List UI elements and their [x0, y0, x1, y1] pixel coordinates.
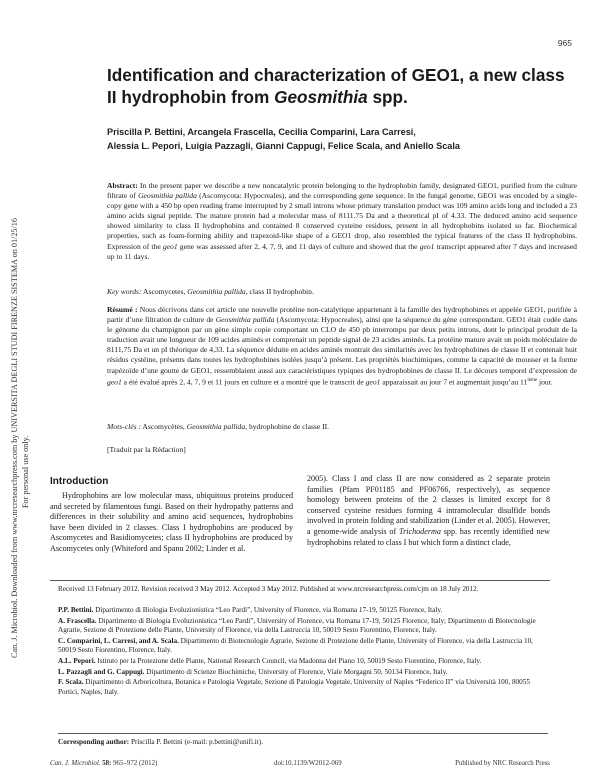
affiliation-address: Dipartimento di Biologia Evoluzionistica “Leo Pardi”, University of Florence, via Romana 17-19, 50125 Florence, Italy. — [93, 606, 443, 614]
author-line-2: Alessia L. Pepori, Luigia Pazzagli, Gianni Cappugi, Felice Scala, and Aniello Scala — [107, 141, 460, 151]
affiliation-address: Dipartimento di Arboricoltura, Botanica e Patologia Vegetale, Sezione di Patologia Vegetale, University of Naples “Federico II” via Università 100, 80055 Portici, Naples, Italy. — [58, 678, 530, 696]
translation-note: [Traduit par la Rédaction] — [107, 445, 186, 454]
affiliation-entry — [58, 606, 548, 616]
abstract: Abstract: In the present paper we describe a new noncatalytic protein belonging to the hydrophobin family, designated GEO1, purified from the culture filtrate of Geosmithia pallida (Ascomycota: Hypocreales), and the corresponding gene sequence. In the fungal genome, GEO1 was encoded by a single-copy gene with a 450 bp open reading frame interrupted by 2 small introns whose primary translation product was 109 amino acids long and included a 23 amino acids signal peptide. The mature protein had a molecular mass of 8111.75 Da and a theoretical pI of 4.33. The deduced amino acid sequence showed similarity to class II hydrophobins and contained 8 conserved cysteine residues, present in all hydrophobins isolated so far. Biochemical properties, such as foam-forming ability and trapezoid-like shape of a GEO1 drop, also resembled the typical features of the class II hydrophobins. Expression of the geo1 gene was assessed after 2, 4, 7, 9, and 11 days of culture and showed that the geo1 transcript appeared after 7 days and increased up to 11 days. — [107, 181, 577, 261]
publisher-note: Published by NRC Research Press — [455, 760, 550, 767]
mots-cles-label: Mots-clés : — [107, 422, 141, 431]
affiliation-entry — [58, 637, 548, 656]
affiliation-names: F. Scala. — [58, 678, 84, 687]
affiliation-entry — [58, 657, 548, 667]
download-notice-line2: For personal use only. — [21, 435, 30, 508]
affiliation-address: Dipartimento di Biologia Evoluzionistica “Leo Pardi”, University of Florence, via Romana 17-19, 50125 Florence, Italy; Dipartimento di Biotecnologie Agrarie, Sezione di Protezione delle Piante, University of Florence, via della Lastruccia 10, 50019 Sesto Fiorentino, Florence, Italy. — [58, 616, 536, 635]
affiliation-entry — [58, 617, 548, 636]
received-dates: Received 13 February 2012. Revision received 3 May 2012. Accepted 3 May 2012. Published at www.nrcresearchpress.com/cjm on 18 July 2012. — [58, 585, 479, 593]
footnote-divider — [50, 580, 550, 581]
affiliation-names: L. Pazzagli and G. Cappugi. — [58, 667, 145, 676]
affiliation-address: Dipartimento di Biotecnologie Agrarie, Sezione di Protezione delle Piante, University of Florence, via della Lastruccia 10, 50019 Sesto Fiorentino, Florence, Italy. — [58, 636, 533, 655]
author-list — [107, 125, 577, 153]
keywords: Key words: Ascomycetes, Geosmithia pallida, class II hydrophobin. — [107, 287, 314, 296]
download-notice — [9, 218, 31, 658]
introduction-heading: Introduction — [50, 476, 109, 487]
doi: doi:10.1139/W2012-069 — [274, 760, 342, 767]
affiliation-address: Istituto per la Protezione delle Piante, National Research Council, via Madonna del Piano 10, 50019 Sesto Fiorentino, Florence, Italy. — [95, 657, 482, 666]
resume-abstract: Résumé : Nous décrivons dans cet article une nouvelle protéine non-catalytique appartenant à la famille des hydrophobines et appelée GEO1, purifiée à partir d’une filtration de culture de Geosmithia pallida (Ascomycota: Hypocreales), ainsi que la séquence du gène correspondant. GEO1 était codée dans le génome du champignon par un gène simple copie comportant un CLO de 450 pb interrompu par deux petits introns, dont le principal produit de la traduction avait une longueur de 109 acides aminés et comprenait un peptide signal de 23 acides aminés. La protéine mature avait un poids moléculaire de 8111,75 Da et un pI théorique de 4,33. La séquence déduite en acides aminés montrait des similarités avec les hydrophobines de classe II et contenait huit résidus cystéine, présents dans toutes les hydrophobines isolées jusqu’à présent. Les propriétés biochimiques, comme la capacité de mousser et la forme trapézoïde d’une goutte de GEO1, ressemblaient aussi aux caractéristiques typiques des hydrophobines de classe II. Le décours temporel d’expression de geo1 a été évalué après 2, 4, 7, 9 et 11 jours en culture et a montré que le transcrit de geo1 apparaissait au jour 7 et augmentait jusqu’au 11ième jour. — [107, 305, 577, 387]
affiliation-names: A. Frascella. — [58, 616, 97, 625]
download-notice-line1: Can. J. Microbiol. Downloaded from www.nrcresearchpress.com by UNIVERSITA DEGLI STUDI FIRENZE SISTEMA on 01/25/16 — [10, 218, 19, 658]
affiliation-entry — [58, 678, 548, 697]
abstract-label: Abstract: — [107, 181, 138, 190]
article-title: Identification and characterization of GEO1, a new class II hydrophobin from Geosmithia spp. — [107, 65, 565, 107]
affiliation-entry — [58, 668, 548, 678]
journal-citation: Can. J. Microbiol. 58: 965–972 (2012) — [50, 760, 158, 767]
download-sidebar — [4, 120, 34, 680]
affiliation-names: A.L. Pepori. — [58, 657, 96, 666]
corresponding-author: Corresponding author: Priscilla P. Bettini (e-mail: p.bettini@unifi.it). — [58, 738, 263, 746]
introduction-right-column: 2005). Class I and class II are now considered as 2 separate protein families (Pfam PF01185 and PF06766, respectively), as sequence homology between proteins of the 2 classes is limited except for 8 conserved cysteine residues forming 4 intramolecular disulfide bonds involved in protein folding and stabilization (Linder et al. 2005). However, a genome-wide analysis of Trichoderma spp. has recently identified new hydrophobins related to class I but which form a distinct clade, — [307, 474, 550, 547]
keywords-label: Key words: — [107, 287, 142, 296]
page-number: 965 — [557, 38, 572, 48]
author-line-1: Priscilla P. Bettini, Arcangela Frascella, Cecilia Comparini, Lara Carresi, — [107, 127, 416, 137]
title-genus: Geosmithia — [274, 87, 368, 107]
affiliation-names: C. Comparini, L. Carresi, and A. Scala. — [58, 636, 179, 645]
affiliation-names: P.P. Bettini. — [58, 606, 94, 614]
resume-label: Résumé : — [107, 305, 138, 314]
mots-cles: Mots-clés : Ascomycètes, Geosmithia pallida, hydrophobine de classe II. — [107, 422, 330, 431]
corresponding-divider — [58, 733, 548, 734]
affiliation-address: Dipartimento di Scienze Biochimiche, University of Florence, Viale Morgagni 50, 50134 Florence, Italy. — [144, 667, 448, 676]
affiliations — [58, 606, 548, 699]
introduction-left-column: Hydrophobins are low molecular mass, ubiquitous proteins produced and secreted by filamentous fungi. Based on their hydropathy patterns and differences in their solubility and amino acid sequences, hydrophobins have been divided in 2 classes. Class I hydrophobins are produced by Ascomycetes and Basidiomycetes; class II hydrophobins are produced by Ascomycetes only (Whiteford and Spanu 2002; Linder et al. — [50, 491, 293, 553]
